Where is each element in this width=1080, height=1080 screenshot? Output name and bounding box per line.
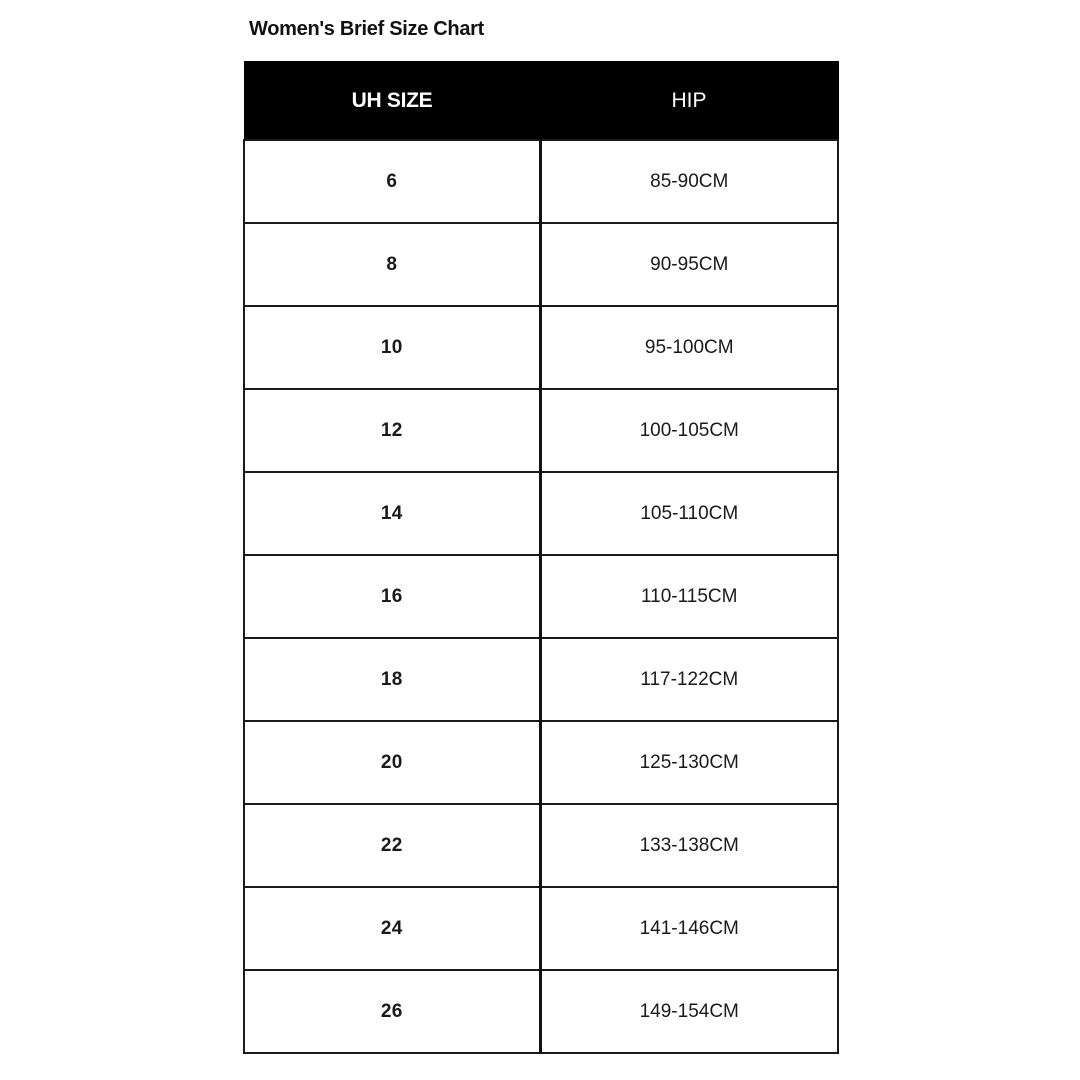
- hip-cell: 85-90CM: [540, 140, 838, 223]
- hip-cell: 117-122CM: [540, 638, 838, 721]
- hip-cell: 95-100CM: [540, 306, 838, 389]
- size-cell: 14: [244, 472, 540, 555]
- column-header-size: UH SIZE: [244, 62, 540, 141]
- size-cell: 18: [244, 638, 540, 721]
- hip-cell: 100-105CM: [540, 389, 838, 472]
- size-cell: 20: [244, 721, 540, 804]
- table-row: [244, 389, 838, 472]
- table-row: [244, 804, 838, 887]
- size-chart-table: [243, 61, 839, 1054]
- hip-cell: 149-154CM: [540, 970, 838, 1053]
- column-header-hip: HIP: [540, 62, 838, 141]
- hip-cell: 125-130CM: [540, 721, 838, 804]
- size-cell: 24: [244, 887, 540, 970]
- hip-cell: 105-110CM: [540, 472, 838, 555]
- hip-cell: 141-146CM: [540, 887, 838, 970]
- hip-cell: 133-138CM: [540, 804, 838, 887]
- table-row: [244, 638, 838, 721]
- table-row: [244, 306, 838, 389]
- table-header: [244, 62, 838, 141]
- hip-cell: 90-95CM: [540, 223, 838, 306]
- page-title: Women's Brief Size Chart: [249, 18, 485, 40]
- size-cell: 22: [244, 804, 540, 887]
- size-cell: 16: [244, 555, 540, 638]
- table-body: [244, 140, 838, 1053]
- table-row: [244, 472, 838, 555]
- table-row: [244, 555, 838, 638]
- hip-cell: 110-115CM: [540, 555, 838, 638]
- size-cell: 10: [244, 306, 540, 389]
- size-cell: 26: [244, 970, 540, 1053]
- table-row: [244, 721, 838, 804]
- header-row: [244, 62, 838, 141]
- size-cell: 8: [244, 223, 540, 306]
- table-row: [244, 970, 838, 1053]
- size-cell: 12: [244, 389, 540, 472]
- table-row: [244, 887, 838, 970]
- table-row: [244, 140, 838, 223]
- table-row: [244, 223, 838, 306]
- size-cell: 6: [244, 140, 540, 223]
